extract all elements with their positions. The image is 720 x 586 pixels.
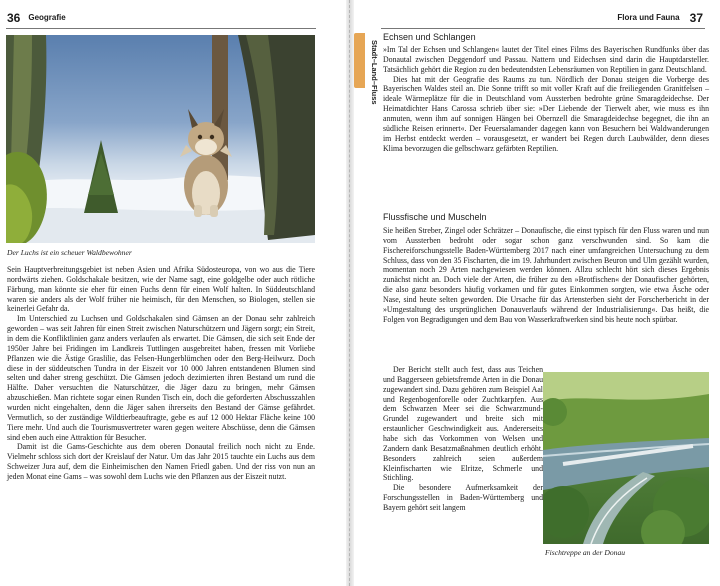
- subheading-echsen: Echsen und Schlangen: [383, 32, 476, 42]
- left-header-rule: [6, 28, 316, 29]
- echsen-body-text: [383, 45, 709, 153]
- right-page: [355, 0, 720, 586]
- section-side-label: Stadt–Land–Fluss: [370, 40, 379, 105]
- subheading-flussfische: Flussfische und Muscheln: [383, 212, 487, 222]
- left-page: [0, 0, 345, 586]
- section-side-tab: [354, 33, 365, 88]
- paragraph: Der Bericht stellt auch fest, dass aus Teichen und Baggerseen gebietsfremde Arten in die Donau zugewandert sind. Dazu gehören zum Beispiel Aal und Regenbogenforelle oder Zuchtkarpfen. Aus dem Schwarzen Meer sei die Schwarzmund-Grundel zugewandert und breite sich mit erstaunlicher Geschwindigkeit aus. Andererseits habe sich das Vorkommen von Welsen und Zandern dank Besatzmaßnahmen deutlich erhöht. Besonders zahlreich seien außerdem Kleinfischarten wie Elritze, Schmerle und Stichling.: [383, 365, 543, 483]
- lynx-photo: [6, 35, 315, 243]
- right-header-rule: [381, 28, 705, 29]
- paragraph: Sein Hauptverbreitungsgebiet ist neben Asien und Afrika Südosteuropa, von wo aus die Tiere nordwärts ziehen. Goldschakale besitzen, wie der Name sagt, eine goldgelbe oder auch rötliche Färbung, man könnte sie eher für einen Fuchs denn für einen Wolf halten. In Süddeutschland waren sie anders als der Wolf früher nie heimisch, für den Menschen, so Biologen, stellen sie keinerlei Gefahr da.: [7, 265, 315, 314]
- book-gutter: [346, 0, 354, 586]
- paragraph: »Im Tal der Echsen und Schlangen« lautet der Titel eines Films des Bayerischen Rundfunks über das Donautal zwischen Deggendorf und Passau. Nattern und Eidechsen sind darin die Hauptdarsteller. Tatsächlich gehört die Region zu den bedeutendsten Lebensräumen von Reptilien in ganz Deutschland.: [383, 45, 709, 74]
- left-section-title: Geografie: [28, 13, 66, 22]
- right-section-title: Flora und Fauna: [617, 13, 680, 22]
- paragraph: Sie heißen Streber, Zingel oder Schrätzer – Donaufische, die einst typisch für den Fluss waren und nun vom Aussterben bedroht oder sogar schon ganz verschwunden sind. So kam die Fischereiforschungsstelle Baden-Württemberg 2017 nach einer umfangreichen Untersuchung zu dem Schluss, dass von den 35 Fischarten, die im 19. Jahrhundert zwischen Beuron und Ulm gezählt wurden, momentan noch 29 Arten nachgewiesen werden können. Allzu schlecht hört sich dieses Ergebnis zunächst nicht an. Doch viele der Arten, die früher zu den »Brotfischen« der Donaufischer gehörten, die also ganz besonders häufig vorkamen und für gutes Einkommen sorgten, wie etwa Äsche oder Nase, sind heute selten geworden. Die Ursache für das Artensterben sieht der Forscherbericht in der »Umgestaltung des ursprünglichen Donauverlaufs während der Industrialisierung«. Das heißt, die Folgen von Begradigungen und dem Bau von Wasserkraftwerken sind bis heute noch spürbar.: [383, 226, 709, 324]
- lynx-illustration: [6, 35, 315, 243]
- bericht-body-text: [383, 365, 543, 513]
- paragraph: Die besondere Aufmerksamkeit der Forschungsstellen in Baden-Württemberg und Bayern gehört seit langem: [383, 483, 543, 513]
- right-page-number: 37: [689, 11, 703, 25]
- fish-ladder-photo-caption: Fischtreppe an der Donau: [545, 548, 626, 557]
- lynx-photo-caption: Der Luchs ist ein scheuer Waldbewohner: [7, 248, 132, 257]
- fish-ladder-illustration: [543, 372, 709, 544]
- right-running-head: [383, 11, 703, 29]
- paragraph: Damit ist die Gams-Geschichte aus dem oberen Donautal freilich noch nicht zu Ende. Vielmehr schloss sich dort der Kreislauf der Natur. Um das Jahr 2015 tauchte ein Luchs aus dem Schweizer Jura auf, dem die Einheimischen den Namen Friedl gaben. Und der riss von nun an jeden Monat eine Gams – was sowohl dem Luchs wie den Pflanzen aus der Eiszeit nutzt.: [7, 442, 315, 482]
- fluss-body-text: [383, 226, 709, 325]
- left-running-head: [7, 11, 317, 29]
- paragraph: Dies hat mit der Geografie des Raums zu tun. Nördlich der Donau steigen die Vorberge des Bayerischen Waldes steil an. Die Sonne trifft so mit voller Kraft auf die freiliegenden Granitfelsen – ideale Wärmeplätze für die in Deutschland vom Aussterben bedrohte grüne Smaragdeidechse. Der Heimatdichter Hans Carossa schrieb über sie: »Der Liebende der Tierwelt aber, wie muss es ihn anmuten, wenn ihm auf sonnigen Hängen bei Obernzell die Smaragdeidechse begegnet, die ihn an südliche Reisen erinnert«. Der Feuersalamander dagegen kann von Besuchern bei Waldwanderungen im Herbst entdeckt werden – vorausgesetzt, er wandert bei Regen durch Laubwälder, denn dieses Klima bevorzugen die gelbschwarz gefärbten Reptilien.: [383, 74, 709, 153]
- left-page-number: 36: [7, 11, 21, 25]
- fish-ladder-photo: [543, 372, 709, 544]
- left-body-text: [7, 265, 315, 482]
- paragraph: Im Unterschied zu Luchsen und Goldschakalen sind Gämsen an der Donau sehr zahlreich geworden – was seit Jahren für einen Streit zwischen Naturschützern und Jägern sorgt; ein Streit, in dem die Konfliktlinien ganz anders verlaufen als erwartet. Die Gämsen, die sich seit Ende der 1950er Jahre bei Fridingen im Landkreis Tuttlingen ausgebreitet haben, fressen mit Vorliebe Pflanzen wie die Ästige Graslilie, das Felsen-Hungerblümchen oder den Berg-Heilwurz. Doch diese in der süddeutschen Tundra in der Eiszeit vor 10 000 Jahren entstandenen Blumen sind selten und daher streng geschützt. Die Gämsen jedoch dezimierten ihren Bestand um rund die Hälfte. Daher versuchten die Naturschützer, die Jäger dazu zu bringen, mehr Gämsen abzuschießen. Man richtete sogar einen Runden Tisch ein, doch die geforderten Abschusszahlen wurden nicht eingehalten, denn die Jäger sahen ihrerseits den Bestand der Gämse gefährdet. Vermutlich, so der zuständige Wildtierbeauftragte, gebe es auf 12 000 Hektar Fläche keine 100 Tiere mehr. Und auch die Tourismusvertreter waren gegen weitere Abschüsse, denn die Gämsen sind eben auch eine Attraktion für Besucher.: [7, 314, 315, 442]
